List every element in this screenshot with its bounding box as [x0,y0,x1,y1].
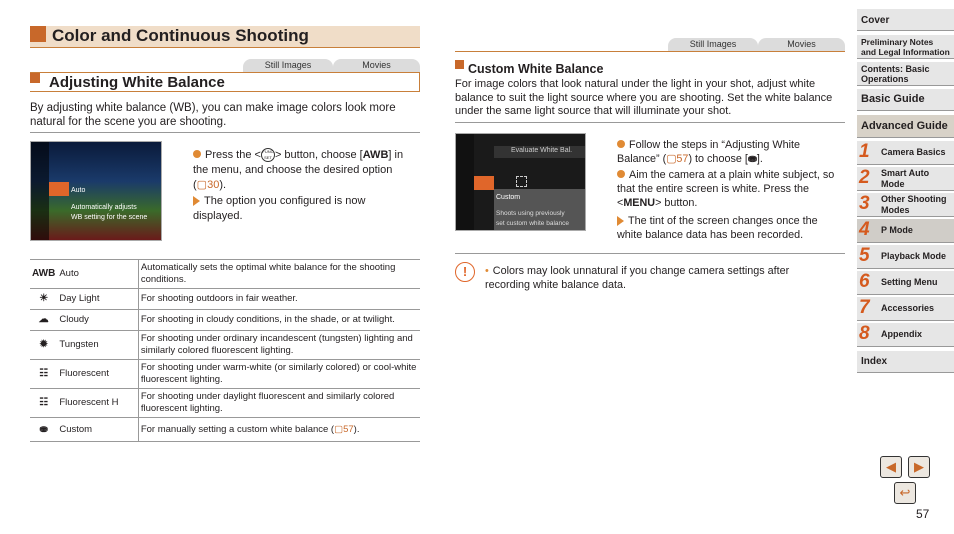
screen-line2: set custom white balance [496,220,569,227]
awb-icon: AWB [362,149,389,161]
custom-desc-a: For manually setting a custom white balance ( [140,423,335,435]
step1-text-d: ). [219,179,227,191]
caution-note [485,264,835,292]
sidebar-item-prelim[interactable] [857,35,954,59]
sidebar-item-label: Advanced Guide [861,120,948,132]
white-balance-table [30,259,420,442]
chapter-number: 8 [859,323,870,344]
sidebar-item-label: Other Shooting Modes [881,194,947,215]
tab-movies: Movies [333,59,420,72]
tungsten-icon: ✹ [30,331,57,360]
table-cell-name: Custom [57,418,138,442]
page-title-bar [30,26,420,48]
screen-line1: Automatically adjusts [71,204,137,211]
bullet-dot-icon [617,140,625,148]
section-square-icon [455,60,464,69]
table-cell-name: Auto [57,260,138,289]
chapter-number: 1 [859,141,870,162]
sidebar-item-label: Cover [861,15,890,26]
table-cell-desc: For shooting under ordinary incandescent (tungsten) lighting and similarly colored fluorescent lighting. [138,331,420,360]
page-ref-57[interactable]: 57 [343,423,354,435]
step-2 [193,194,418,224]
step1-text-b: > button, choose [ [274,149,363,161]
cloud-icon: ☁ [30,310,57,331]
screen-selected-icon [49,182,69,196]
sidebar-item-label: Contents: Basic Operations [861,64,930,84]
sidebar-item-label: Preliminary Notes and Legal Information [861,37,950,57]
page-ref-link[interactable]: ▢57 [666,153,689,165]
table-cell-name: Fluorescent H [57,389,138,418]
menu-button-label: MENU [623,197,656,209]
caution-icon: ! [455,262,475,282]
screen-custom-label: Custom [496,194,521,201]
page-title: Color and Continuous Shooting [52,26,309,45]
arrow-icon [617,216,624,226]
tab-still-images: Still Images [668,38,758,51]
sidebar-chapter-4[interactable] [857,219,954,243]
table-row [30,310,420,331]
sidebar-item-index[interactable] [857,351,954,373]
table-cell-desc: For shooting in cloudy conditions, in the shade, or at twilight. [138,310,420,331]
custom-step-2 [617,168,845,210]
section-intro: By adjusting white balance (WB), you can make image colors look more natural for the scene you are shooting. [30,102,396,128]
sidebar-chapter-7[interactable] [857,297,954,321]
screen-menu-column [456,134,474,231]
section-intro: For image colors that look natural under the light in your shot, adjust white balance to suit the light source where you are shooting. Set the white balance under the same light source that will illuminate your shot. [455,78,833,117]
prev-page-button[interactable] [880,456,902,478]
step2-text: The option you configured is now displayed. [193,195,366,222]
divider [455,122,845,123]
screen-frame-icon [516,176,527,187]
page-number: 57 [916,507,930,521]
sidebar-item-label: Appendix [881,329,923,339]
chapter-number: 3 [859,193,870,214]
sidebar-item-label: Setting Menu [881,277,938,287]
bullet-dot-icon [617,170,625,178]
table-cell-desc: For shooting under warm-white (or similarly colored) or cool-white fluorescent lighting. [138,360,420,389]
step-1 [193,148,418,193]
custom-step1-c: ]. [756,153,763,165]
page-ref-link[interactable]: ▢57 [334,423,354,435]
arrow-icon [193,196,200,206]
tab-still-images: Still Images [243,59,333,72]
page-ref-link[interactable]: ▢30 [196,179,220,191]
screen-evaluate-label: Evaluate White Bal. [511,147,573,154]
awb-icon: AWB [30,260,57,289]
table-cell-name: Day Light [57,289,138,310]
tab-movies: Movies [758,38,845,51]
custom-step2-b: > button. [655,197,698,209]
camera-screen-awb [30,141,162,241]
camera-screen-custom [455,133,586,231]
screen-line2: WB setting for the scene [71,214,148,221]
table-row [30,389,420,418]
sidebar-chapter-8[interactable] [857,323,954,347]
table-cell-desc: For shooting outdoors in fair weather. [138,289,420,310]
table-cell-name: Tungsten [57,331,138,360]
table-cell-desc [138,418,420,442]
divider [30,132,420,133]
chapter-number: 7 [859,297,870,318]
custom-wb-icon: ⛂ [30,418,57,442]
sidebar-item-contents[interactable] [857,62,954,86]
screen-selected-icon [474,176,494,190]
sidebar-item-basic-guide[interactable] [857,89,954,111]
sidebar-item-cover[interactable] [857,9,954,31]
sidebar-item-label: Playback Mode [881,251,947,261]
sidebar-item-advanced-guide[interactable] [857,115,954,138]
section-square-icon [30,73,40,83]
sidebar-chapter-2[interactable] [857,167,954,191]
divider [455,253,845,254]
table-row [30,289,420,310]
fluorescent-icon: ☷ [30,360,57,389]
custom-step-3 [617,214,845,242]
step1-text-a: Press the < [205,149,261,161]
fluorescent-h-icon: ☷ [30,389,57,418]
chapter-number: 5 [859,245,870,266]
note-bullet-icon: • [485,265,489,277]
screen-line1: Shoots using previously [496,210,565,217]
step1-text-c: ] in the menu, and choose the desired option ( [193,149,404,191]
custom-desc-b: ). [353,423,360,435]
section-title: Adjusting White Balance [49,74,225,91]
bullet-dot-icon [193,150,201,158]
screen-auto-label: Auto [71,187,86,194]
title-square-icon [30,26,46,42]
divider [455,51,845,52]
chevron-right-icon: ▶ [914,459,924,474]
table-row [30,331,420,360]
sun-icon: ☀ [30,289,57,310]
page-ref-30[interactable]: 30 [207,179,220,191]
table-cell-desc: For shooting under daylight fluorescent and similarly colored fluorescent lighting. [138,389,420,418]
sidebar-item-label: Camera Basics [881,147,946,157]
section-title-bar [30,72,420,92]
chapter-number: 2 [859,167,870,188]
sidebar-chapter-1[interactable] [857,141,954,165]
custom-step1-b: ) to choose [ [688,153,748,165]
custom-wb-icon: ⛂ [747,153,757,165]
table-cell-name: Cloudy [57,310,138,331]
sidebar-item-label: P Mode [881,225,913,235]
table-row [30,418,420,442]
custom-step3-text: The tint of the screen changes once the white balance data has been recorded. [617,215,818,241]
sidebar-chapter-6[interactable] [857,271,954,295]
sidebar-item-label: Basic Guide [861,93,925,105]
custom-step-1 [617,138,845,166]
custom-step1-a: Follow the steps in “Adjusting White Balance” ( [617,139,801,165]
table-row [30,360,420,389]
sidebar-chapter-3[interactable] [857,193,954,217]
custom-step2-a: Aim the camera at a plain white subject, so that the entire screen is white. Press the < [617,169,835,209]
table-row [30,260,420,289]
sidebar-item-label: Index [861,356,888,367]
table-cell-name: Fluorescent [57,360,138,389]
table-cell-desc: Automatically sets the optimal white balance for the shooting conditions. [138,260,420,289]
chevron-left-icon: ◀ [886,459,896,474]
caution-note-text: Colors may look unnatural if you change camera settings after recording white balance data. [485,265,790,291]
chapter-number: 6 [859,271,870,292]
chapter-number: 4 [859,219,870,240]
page-ref-57[interactable]: 57 [676,153,689,165]
func-set-icon: FUNC SET [262,149,274,161]
next-page-button[interactable] [908,456,930,478]
return-icon: ↩ [899,485,911,500]
sidebar-chapter-5[interactable] [857,245,954,269]
sidebar-item-label: Smart Auto Mode [881,168,930,189]
screen-menu-column [31,142,49,241]
back-button[interactable] [894,482,916,504]
section-title: Custom White Balance [468,62,604,76]
sidebar-item-label: Accessories [881,303,935,313]
